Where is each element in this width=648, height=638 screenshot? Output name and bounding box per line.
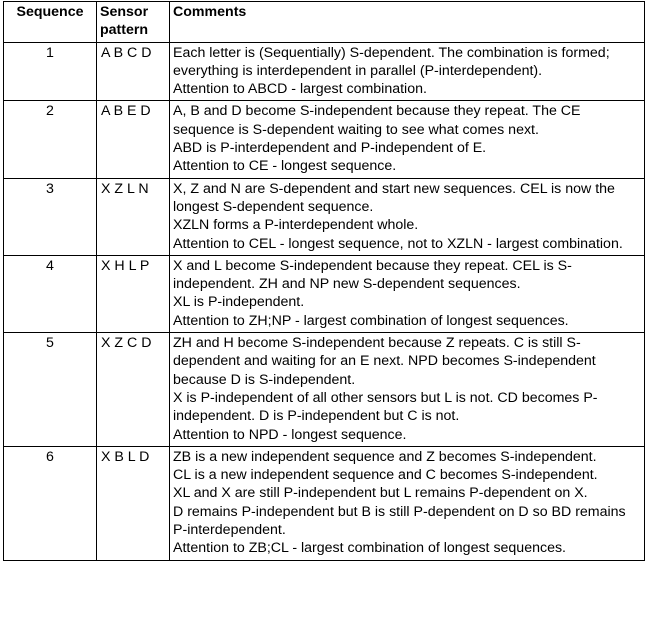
comment-line: CL is a new independent sequence and C becomes S-independent. — [173, 467, 598, 484]
table-row — [4, 178, 645, 255]
comment-line: XL is P-independent. — [173, 294, 305, 311]
sequence-cell: 5 — [4, 333, 97, 447]
comment-line: Attention to ABCD - largest combination. — [173, 81, 427, 98]
header-comments: Comments — [170, 2, 645, 43]
comments-cell — [170, 255, 645, 332]
pattern-cell: A B C D — [97, 42, 170, 101]
sequence-cell: 4 — [4, 255, 97, 332]
comment-line: ABD is P-interdependent and P-independent of E. — [173, 140, 487, 157]
pattern-cell: X B L D — [97, 446, 170, 560]
comment-line: D remains P-independent but B is still P-dependent on D so BD remains P-interdependent. — [173, 503, 626, 539]
comment-line: X is P-independent of all other sensors but L is not. CD becomes P-independent. D is P-independent but C is not. — [173, 389, 598, 425]
header-row — [4, 2, 645, 43]
comments-cell — [170, 42, 645, 101]
comment-line: ZH and H become S-independent because Z repeats. C is still S-dependent and waiting for an E next. NPD becomes S-independent because D is S-independent. — [173, 335, 596, 388]
sequence-cell: 1 — [4, 42, 97, 101]
pattern-cell: A B E D — [97, 101, 170, 178]
pattern-cell: X Z L N — [97, 178, 170, 255]
comments-cell — [170, 446, 645, 560]
header-sequence: Sequence — [4, 2, 97, 43]
table-row — [4, 333, 645, 447]
comments-cell — [170, 333, 645, 447]
header-sensor-pattern: Sensor pattern — [97, 2, 170, 43]
comment-line: Attention to ZB;CL - largest combination of longest sequences. — [173, 540, 567, 557]
comment-line: X and L become S-independent because they repeat. CEL is S-independent. ZH and NP new S-dependent sequences. — [173, 257, 572, 293]
table-row — [4, 446, 645, 560]
comment-line: XZLN forms a P-interdependent whole. — [173, 217, 419, 234]
table-row — [4, 101, 645, 178]
pattern-cell: X H L P — [97, 255, 170, 332]
comments-cell — [170, 101, 645, 178]
pattern-cell: X Z C D — [97, 333, 170, 447]
comment-line: Attention to CE - longest sequence. — [173, 158, 397, 175]
comment-line: X, Z and N are S-dependent and start new sequences. CEL is now the longest S-dependent sequence. — [173, 180, 615, 215]
comment-line: XL and X are still P-independent but L remains P-dependent on X. — [173, 485, 588, 502]
sequence-cell: 3 — [4, 178, 97, 255]
table-row — [4, 255, 645, 332]
comments-cell — [170, 178, 645, 255]
comment-line: A, B and D become S-independent because they repeat. The CE sequence is S-dependent waiting to see what comes next. — [173, 103, 581, 138]
comment-line: ZB is a new independent sequence and Z becomes S-independent. — [173, 448, 597, 465]
sequence-cell: 2 — [4, 101, 97, 178]
comment-line: Attention to NPD - longest sequence. — [173, 426, 407, 443]
comment-line: Each letter is (Sequentially) S-dependent. The combination is formed; everything is interdependent in parallel (P-interdependent). — [173, 44, 610, 79]
sensor-sequence-table — [3, 1, 645, 561]
comment-line: Attention to ZH;NP - largest combination of longest sequences. — [173, 312, 569, 329]
sequence-cell: 6 — [4, 446, 97, 560]
comment-line: Attention to CEL - longest sequence, not to XZLN - largest combination. — [173, 235, 623, 252]
table-row — [4, 42, 645, 101]
